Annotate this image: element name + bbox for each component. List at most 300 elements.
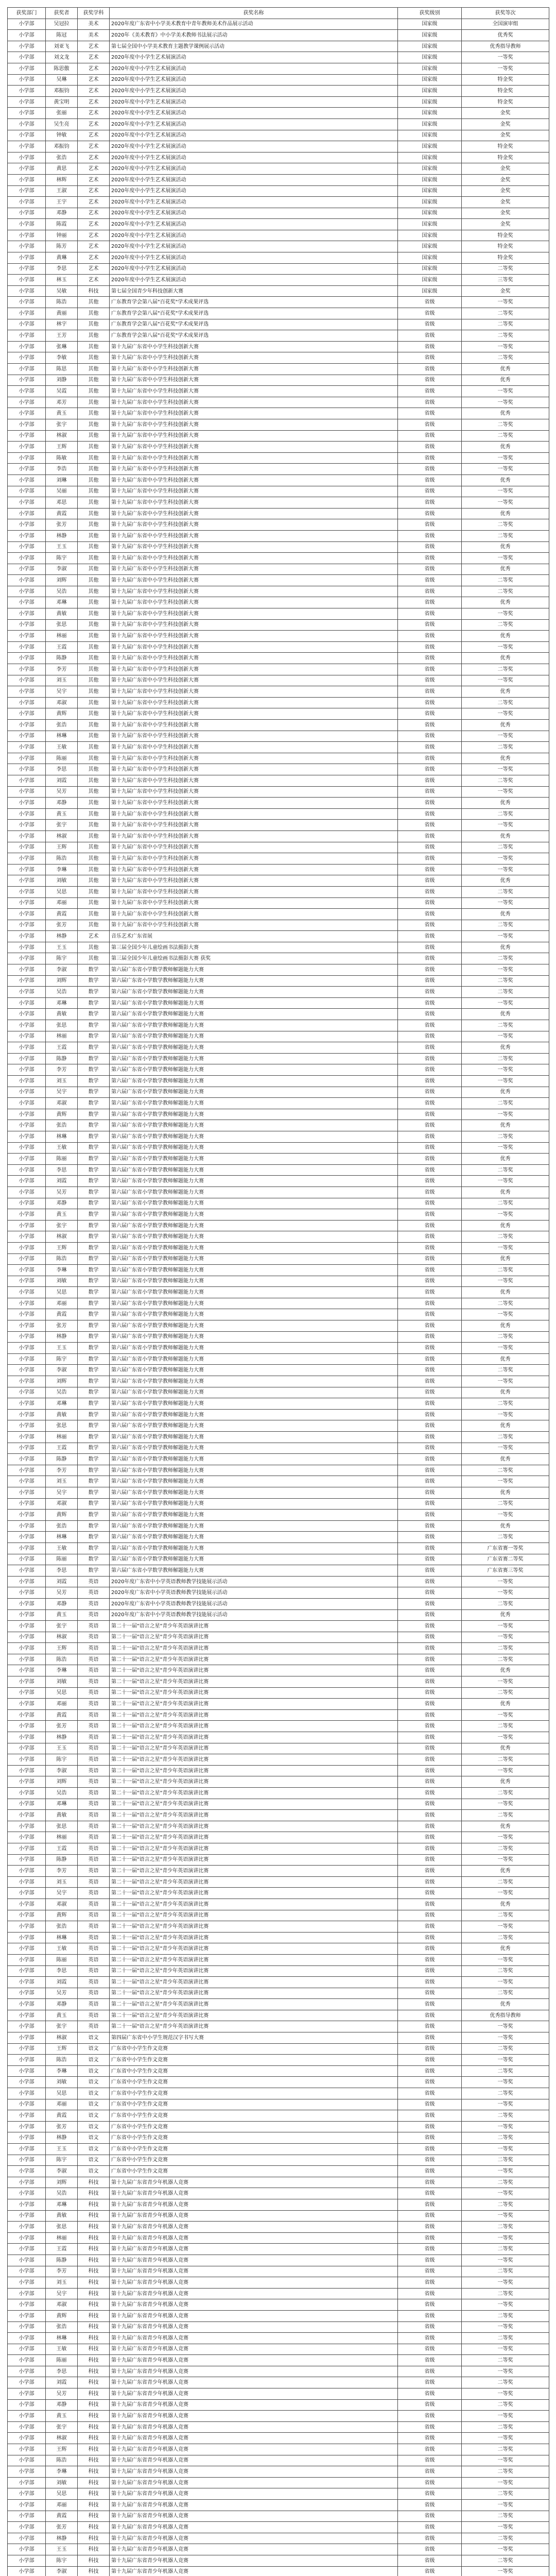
cell-award-grade: 一等奖 [462,1977,549,1988]
cell-award-grade: 二等奖 [462,263,549,275]
cell-award-level: 国家级 [398,241,462,252]
cell-award-name: 第六届广东省小学数学教师解题能力大赛 [110,1064,398,1076]
cell-department: 小学部 [8,619,46,631]
cell-award-grade: 优秀 [462,1320,549,1332]
cell-award-name: 第十九届广东省青少年机器人竞赛 [110,2232,398,2244]
cell-award-level: 国家级 [398,252,462,264]
cell-award-name: 第十九届广东省青少年机器人竞赛 [110,2299,398,2311]
cell-winner: 刘霞 [46,1977,78,1988]
cell-subject: 其他 [78,452,110,464]
cell-subject: 数学 [78,1042,110,1054]
cell-award-level: 省级 [398,1520,462,1532]
cell-award-grade: 优秀 [462,875,549,887]
table-row [8,2344,549,2355]
table-row [8,1765,549,1776]
cell-award-name: 第六届广东省小学数学教师解题能力大赛 [110,1154,398,1165]
cell-award-name: 第十九届广东省青少年机器人竞赛 [110,2421,398,2433]
cell-winner: 黄敏 [46,2210,78,2222]
cell-award-name: 第六届广东省小学数学教师解题能力大赛 [110,1176,398,1187]
cell-subject: 数学 [78,1198,110,1209]
cell-department: 小学部 [8,1621,46,1632]
table-row [8,430,549,442]
cell-winner: 王霞 [46,1443,78,1454]
cell-department: 小学部 [8,1543,46,1554]
cell-department: 小学部 [8,319,46,330]
cell-award-level: 省级 [398,1398,462,1410]
cell-award-name: 第二十一届"语言之星"青少年英语演讲比赛 [110,1687,398,1699]
cell-department: 小学部 [8,2255,46,2266]
cell-award-grade: 二等奖 [462,1498,549,1510]
cell-department: 小学部 [8,263,46,275]
cell-award-level: 省级 [398,1387,462,1398]
cell-award-grade: 二等奖 [462,2266,549,2277]
cell-award-level: 省级 [398,1376,462,1387]
table-row [8,1587,549,1599]
cell-award-name: 第二十一届"语言之星"青少年英语演讲比赛 [110,1643,398,1654]
cell-award-grade: 优秀 [462,1387,549,1398]
table-row [8,920,549,931]
cell-subject: 艺术 [78,241,110,252]
cell-award-name: 第二十一届"语言之星"青少年英语演讲比赛 [110,1866,398,1877]
cell-subject: 艺术 [78,931,110,942]
cell-department: 小学部 [8,786,46,798]
cell-award-name: 广东省中小学生作文竞赛 [110,2099,398,2110]
cell-award-grade: 特金奖 [462,74,549,86]
cell-subject: 语文 [78,2121,110,2132]
cell-department: 小学部 [8,1776,46,1788]
cell-winner: 刘霞 [46,2377,78,2388]
cell-department: 小学部 [8,530,46,541]
cell-department: 小学部 [8,1087,46,1098]
cell-winner: 邓丽 [46,1298,78,1309]
table-row [8,2088,549,2099]
cell-department: 小学部 [8,1076,46,1087]
cell-award-level: 省级 [398,2477,462,2488]
cell-award-grade: 一等奖 [462,2321,549,2333]
cell-award-grade: 优秀奖 [462,30,549,41]
cell-subject: 其他 [78,486,110,497]
cell-winner: 李芳 [46,2266,78,2277]
cell-award-level: 省级 [398,619,462,631]
cell-winner: 林丽 [46,631,78,642]
cell-winner: 李思 [46,1965,78,1977]
cell-subject: 英语 [78,1866,110,1877]
cell-department: 小学部 [8,1142,46,1154]
cell-winner: 李浩 [46,464,78,475]
table-row [8,2010,549,2021]
table-row [8,1876,549,1888]
cell-award-name: 第三届全国少年儿童绘画书法摄影大赛 [110,942,398,953]
table-row [8,1754,549,1766]
cell-subject: 数学 [78,1487,110,1498]
cell-winner: 黄琳 [46,252,78,264]
cell-winner: 陈思傲 [46,63,78,74]
cell-winner: 张浩 [46,152,78,163]
cell-award-level: 省级 [398,2232,462,2244]
cell-award-grade: 一等奖 [462,1076,549,1087]
cell-subject: 其他 [78,330,110,342]
cell-award-grade: 优秀 [462,1420,549,1432]
cell-award-name: 第十九届广东省中小学生科技创新大赛 [110,553,398,564]
cell-award-level: 省级 [398,2321,462,2333]
cell-award-level: 省级 [398,2222,462,2233]
cell-award-name: 2020年度中小学生艺术展演活动 [110,74,398,86]
cell-award-level: 省级 [398,1788,462,1799]
table-row [8,1064,549,1076]
cell-award-grade: 二等奖 [462,530,549,541]
cell-subject: 其他 [78,853,110,865]
cell-winner: 吴思 [46,1687,78,1699]
table-row [8,2388,549,2400]
cell-award-name: 第六届广东省小学数学教师解题能力大赛 [110,1220,398,1231]
cell-subject: 其他 [78,297,110,308]
cell-award-name: 2020年度中小学生艺术展演活动 [110,96,398,108]
cell-department: 小学部 [8,2500,46,2511]
cell-award-name: 第六届广东省小学数学教师解题能力大赛 [110,1343,398,1354]
table-row [8,1921,549,1933]
cell-department: 小学部 [8,1754,46,1766]
table-row [8,96,549,108]
cell-department: 小学部 [8,541,46,553]
cell-department: 小学部 [8,1665,46,1676]
cell-award-level: 省级 [398,330,462,342]
cell-subject: 科技 [78,2399,110,2411]
cell-award-name: 第十九届广东省青少年机器人竞赛 [110,2455,398,2466]
cell-winner: 钟丽 [46,230,78,241]
cell-winner: 张思 [46,619,78,631]
table-row [8,2244,549,2255]
cell-winner: 李淑 [46,2566,78,2576]
cell-winner: 李思 [46,2366,78,2377]
cell-award-grade: 二等奖 [462,2244,549,2255]
cell-subject: 其他 [78,742,110,753]
cell-award-level: 省级 [398,1732,462,1743]
cell-award-level: 省级 [398,452,462,464]
cell-subject: 其他 [78,942,110,953]
cell-subject: 科技 [78,2310,110,2321]
cell-winner: 黄霞 [46,2110,78,2122]
cell-award-name: 第十九届广东省中小学生科技创新大赛 [110,820,398,831]
table-row [8,2366,549,2377]
cell-winner: 王玉 [46,942,78,953]
cell-award-level: 省级 [398,931,462,942]
table-row [8,1231,549,1243]
cell-winner: 张宇 [46,2021,78,2032]
cell-winner: 张芳 [46,2121,78,2132]
cell-award-grade: 优秀 [462,1120,549,1131]
cell-subject: 艺术 [78,197,110,208]
cell-department: 小学部 [8,753,46,764]
table-row [8,1009,549,1020]
cell-department: 小学部 [8,1654,46,1665]
cell-award-grade: 一等奖 [462,2032,549,2044]
cell-department: 小学部 [8,241,46,252]
cell-award-name: 2020年度中小学生艺术展演活动 [110,185,398,197]
cell-subject: 英语 [78,1999,110,2010]
cell-winner: 黄辉 [46,1510,78,1521]
cell-award-level: 省级 [398,1765,462,1776]
table-row [8,2199,549,2210]
cell-award-name: 第六届广东省小学数学教师解题能力大赛 [110,1120,398,1131]
cell-award-level: 省级 [398,1009,462,1020]
table-row [8,1910,549,1921]
cell-winner: 王敏 [46,742,78,753]
cell-winner: 邓琳 [46,2199,78,2210]
header-award-level: 获奖级别 [398,8,462,19]
cell-award-level: 省级 [398,2433,462,2444]
cell-winner: 张思 [46,1420,78,1432]
table-row [8,63,549,74]
cell-subject: 数学 [78,1309,110,1320]
cell-award-level: 省级 [398,1821,462,1832]
cell-subject: 数学 [78,1020,110,1031]
cell-award-grade: 一等奖 [462,1832,549,1843]
table-row [8,2166,549,2177]
cell-award-level: 国家级 [398,219,462,230]
cell-subject: 其他 [78,319,110,330]
cell-award-name: 第十九届广东省青少年机器人竞赛 [110,2177,398,2188]
table-row [8,2411,549,2422]
cell-subject: 数学 [78,1376,110,1387]
table-row [8,297,549,308]
cell-award-grade: 二等奖 [462,1053,549,1064]
header-subject: 获奖学科 [78,8,110,19]
cell-subject: 科技 [78,2421,110,2433]
table-row [8,1676,549,1688]
cell-subject: 其他 [78,653,110,664]
cell-winner: 黄辉 [46,1109,78,1120]
cell-award-grade: 一等奖 [462,1242,549,1253]
cell-department: 小学部 [8,975,46,987]
cell-subject: 科技 [78,285,110,297]
cell-subject: 其他 [78,564,110,575]
cell-subject: 英语 [78,1888,110,1899]
cell-department: 小学部 [8,442,46,453]
cell-subject: 数学 [78,1520,110,1532]
table-row [8,1788,549,1799]
cell-award-name: 2020年度中小学生艺术展演活动 [110,252,398,264]
cell-subject: 其他 [78,920,110,931]
cell-award-grade: 优秀指导教师 [462,41,549,52]
cell-department: 小学部 [8,1999,46,2010]
table-row [8,831,549,842]
cell-award-level: 省级 [398,1799,462,1810]
cell-winner: 邓淑 [46,2299,78,2311]
cell-subject: 语文 [78,2166,110,2177]
cell-award-level: 国家级 [398,130,462,141]
cell-award-level: 省级 [398,1031,462,1042]
cell-award-name: 广东省中小学生作文竞赛 [110,2132,398,2144]
cell-award-level: 省级 [398,1866,462,1877]
cell-subject: 其他 [78,608,110,620]
cell-winner: 王辉 [46,2444,78,2455]
cell-award-name: 第六届广东省小学数学教师解题能力大赛 [110,1231,398,1243]
cell-award-grade: 特金奖 [462,141,549,152]
cell-award-grade: 二等奖 [462,2399,549,2411]
cell-winner: 王霞 [46,641,78,653]
table-row [8,1154,549,1165]
table-row [8,1854,549,1866]
cell-winner: 黄玉 [46,2010,78,2021]
cell-award-name: 第十九届广东省中小学生科技创新大赛 [110,497,398,509]
cell-subject: 艺术 [78,74,110,86]
cell-award-name: 第十九届广东省青少年机器人竞赛 [110,2533,398,2544]
cell-winner: 李淑 [46,1765,78,1776]
cell-winner: 林淑 [46,2433,78,2444]
table-row [8,1209,549,1221]
cell-subject: 科技 [78,2555,110,2566]
cell-award-grade: 一等奖 [462,641,549,653]
cell-subject: 科技 [78,2366,110,2377]
cell-award-name: 第二十一届"语言之星"青少年英语演讲比赛 [110,1899,398,1910]
cell-award-name: 2020年度广东省中小学英语教师教学技能展示活动 [110,1587,398,1599]
table-row [8,1476,549,1487]
cell-winner: 林丽 [46,2232,78,2244]
cell-award-name: 第十九届广东省中小学生科技创新大赛 [110,608,398,620]
cell-award-name: 第十九届广东省中小学生科技创新大赛 [110,541,398,553]
cell-winner: 刘敏 [46,2077,78,2088]
table-row [8,1709,549,1721]
cell-award-name: 第六届广东省小学数学教师解题能力大赛 [110,1164,398,1176]
cell-award-level: 省级 [398,920,462,931]
cell-award-name: 第十九届广东省中小学生科技创新大赛 [110,364,398,375]
cell-award-grade: 二等奖 [462,619,549,631]
cell-subject: 数学 [78,1276,110,1287]
cell-department: 小学部 [8,2433,46,2444]
cell-award-level: 省级 [398,1087,462,1098]
cell-subject: 语文 [78,2099,110,2110]
cell-department: 小学部 [8,2232,46,2244]
cell-department: 小学部 [8,1409,46,1420]
cell-department: 小学部 [8,2388,46,2400]
table-row [8,1554,549,1565]
table-row [8,108,549,119]
cell-award-name: 第十九届广东省中小学生科技创新大赛 [110,397,398,408]
cell-award-level: 省级 [398,2411,462,2422]
cell-subject: 数学 [78,1242,110,1253]
cell-award-name: 第六届广东省小学数学教师解题能力大赛 [110,1554,398,1565]
cell-subject: 其他 [78,597,110,608]
cell-winner: 黄敏 [46,1409,78,1420]
cell-award-name: 第二十一届"语言之星"青少年英语演讲比赛 [110,1776,398,1788]
cell-award-grade: 优秀 [462,1999,549,2010]
cell-winner: 王霞 [46,2244,78,2255]
cell-department: 小学部 [8,764,46,775]
cell-award-level: 省级 [398,1699,462,1710]
table-row [8,1977,549,1988]
table-row [8,2511,549,2522]
cell-winner: 李芳 [46,1064,78,1076]
cell-department: 小学部 [8,163,46,175]
cell-department: 小学部 [8,452,46,464]
table-row [8,2155,549,2166]
cell-award-level: 省级 [398,2132,462,2144]
cell-award-level: 省级 [398,1365,462,1376]
cell-department: 小学部 [8,1765,46,1776]
table-row [8,1843,549,1854]
cell-department: 小学部 [8,1520,46,1532]
cell-award-name: 第十九届广东省中小学生科技创新大赛 [110,775,398,786]
cell-winner: 吴宇 [46,1487,78,1498]
cell-department: 小学部 [8,1309,46,1320]
cell-department: 小学部 [8,197,46,208]
cell-award-grade: 二等奖 [462,2110,549,2122]
cell-subject: 艺术 [78,141,110,152]
cell-department: 小学部 [8,96,46,108]
cell-department: 小学部 [8,2021,46,2032]
cell-department: 小学部 [8,1510,46,1521]
cell-award-name: 第二十一届"语言之星"青少年英语演讲比赛 [110,1754,398,1766]
cell-subject: 艺术 [78,108,110,119]
table-row [8,586,549,597]
cell-winner: 黄辉 [46,708,78,720]
cell-department: 小学部 [8,842,46,853]
cell-award-name: 第十九届广东省中小学生科技创新大赛 [110,530,398,541]
cell-department: 小学部 [8,74,46,86]
cell-department: 小学部 [8,1721,46,1732]
cell-department: 小学部 [8,1064,46,1076]
cell-award-grade: 二等奖 [462,575,549,586]
cell-department: 小学部 [8,2077,46,2088]
cell-subject: 数学 [78,1532,110,1543]
cell-award-level: 省级 [398,1020,462,1031]
cell-award-grade: 广东省赛一等奖 [462,1543,549,1554]
cell-award-name: 第十九届广东省青少年机器人竞赛 [110,2288,398,2299]
table-row [8,74,549,86]
cell-award-name: 第六届广东省小学数学教师解题能力大赛 [110,975,398,987]
cell-subject: 艺术 [78,219,110,230]
cell-subject: 数学 [78,1064,110,1076]
cell-department: 小学部 [8,1009,46,1020]
cell-award-grade: 一等奖 [462,452,549,464]
table-row [8,442,549,453]
table-row [8,2065,549,2077]
cell-subject: 语文 [78,2132,110,2144]
cell-subject: 其他 [78,631,110,642]
cell-department: 小学部 [8,1198,46,1209]
cell-award-level: 省级 [398,2010,462,2021]
cell-award-name: 第六届广东省小学数学教师解题能力大赛 [110,997,398,1009]
cell-award-name: 第七届全国青少年科技创新大赛 [110,285,398,297]
cell-award-grade: 一等奖 [462,931,549,942]
cell-winner: 李芳 [46,1866,78,1877]
cell-subject: 英语 [78,1699,110,1710]
table-row [8,2500,549,2511]
cell-award-name: 第十九届广东省中小学生科技创新大赛 [110,886,398,897]
cell-award-name: 2020年度中小学生艺术展演活动 [110,86,398,97]
cell-subject: 数学 [78,1365,110,1376]
table-row [8,664,549,675]
cell-subject: 数学 [78,1565,110,1577]
cell-award-level: 省级 [398,2399,462,2411]
cell-department: 小学部 [8,1031,46,1042]
cell-award-name: 2020年度中小学生艺术展演活动 [110,208,398,219]
cell-award-grade: 优秀 [462,653,549,664]
cell-subject: 科技 [78,2177,110,2188]
cell-winner: 李芳 [46,1465,78,1476]
cell-award-grade: 一等奖 [462,2121,549,2132]
cell-award-name: 第六届广东省小学数学教师解题能力大赛 [110,1432,398,1443]
cell-department: 小学部 [8,1353,46,1365]
cell-department: 小学部 [8,920,46,931]
cell-award-level: 省级 [398,2199,462,2210]
cell-winner: 林丽 [46,1432,78,1443]
cell-winner: 黄丽 [46,308,78,319]
cell-award-level: 省级 [398,430,462,442]
table-row [8,1699,549,1710]
cell-subject: 其他 [78,442,110,453]
cell-winner: 林淑 [46,1231,78,1243]
